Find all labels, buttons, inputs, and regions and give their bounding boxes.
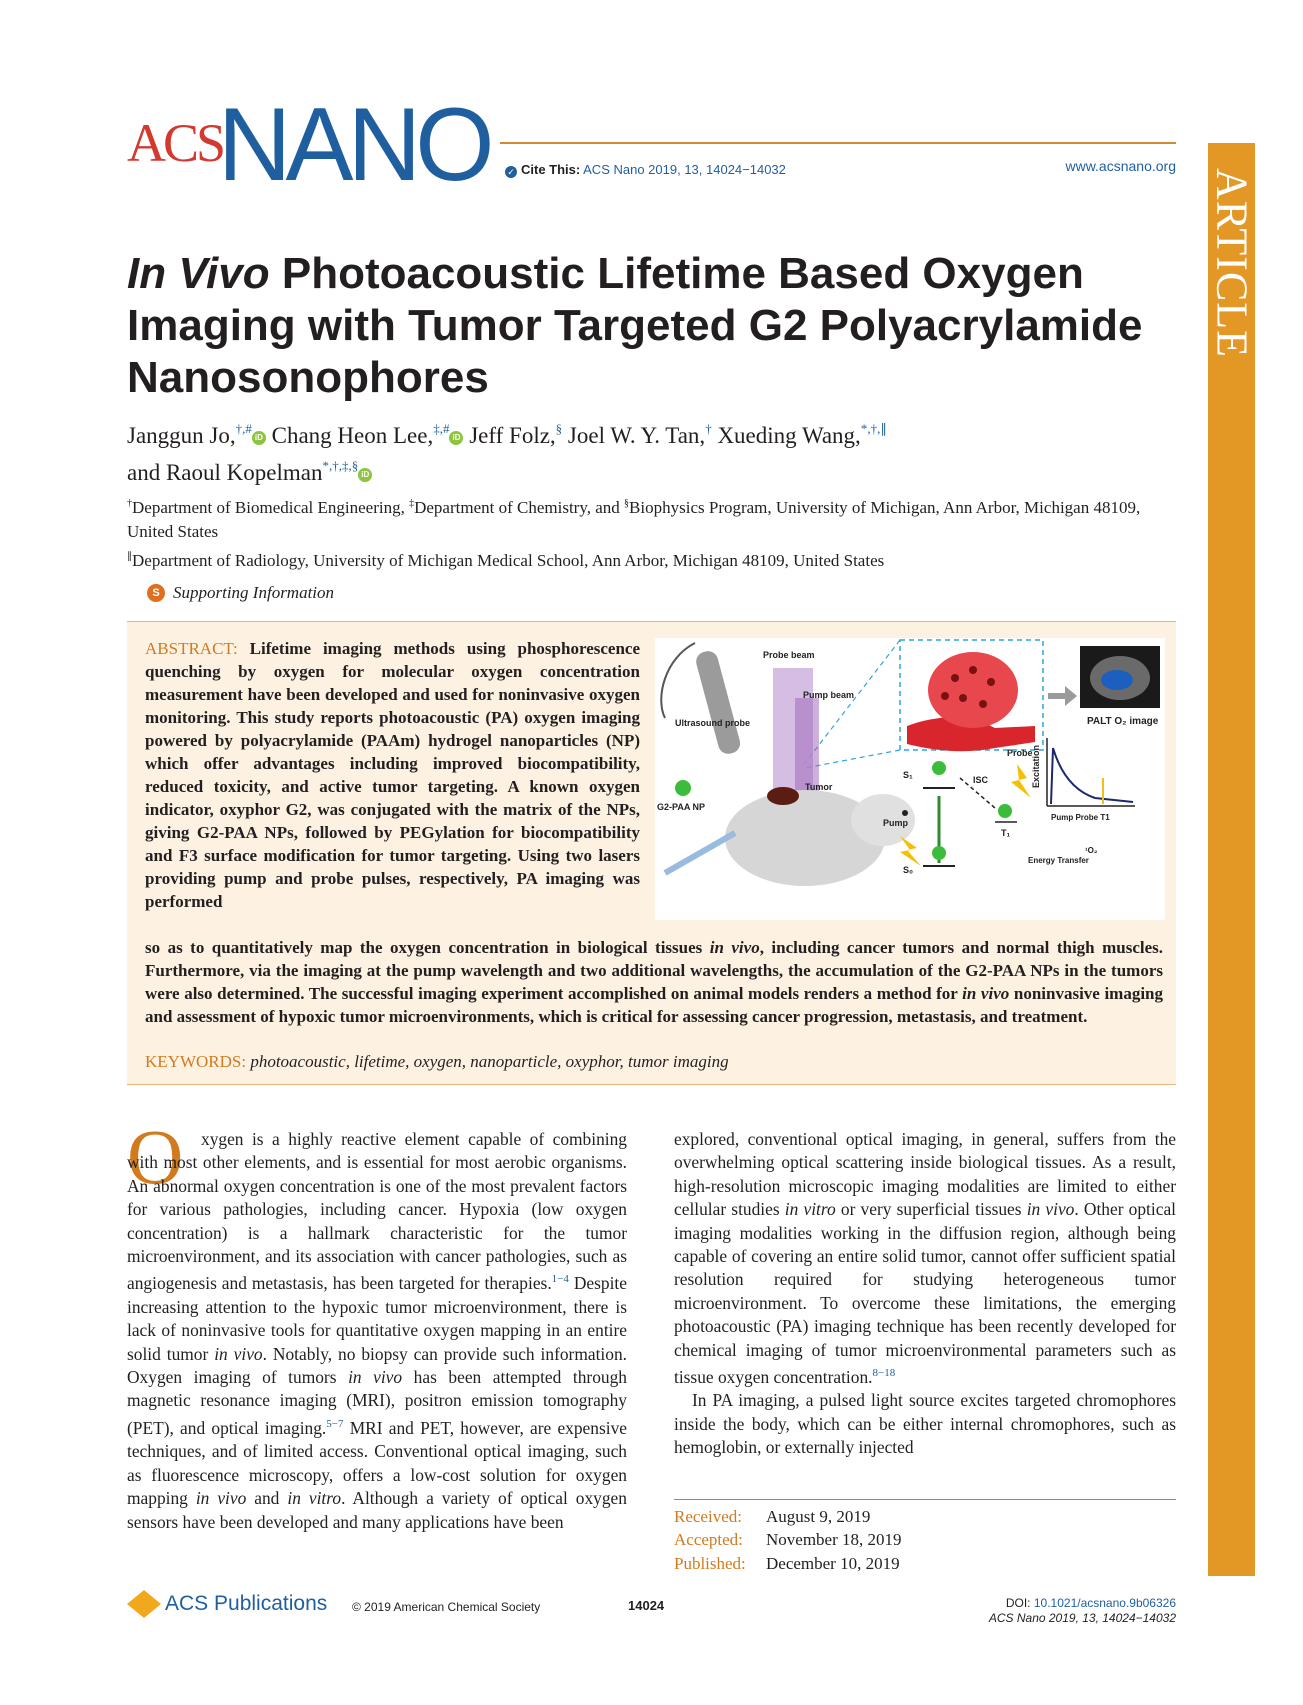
acs-emblem-icon	[127, 1590, 161, 1618]
toc-figure	[655, 638, 1165, 920]
svg-text:Pump Probe T1: Pump Probe T1	[1051, 813, 1110, 822]
orcid-icon[interactable]: iD	[358, 468, 372, 482]
citation-link[interactable]: 1−4	[551, 1273, 569, 1286]
probe-bolt-icon	[1011, 764, 1031, 798]
pump-bolt-icon	[900, 836, 921, 866]
check-icon: ✓	[505, 166, 517, 178]
title-rest: Photoacoustic Lifetime Based Oxygen Imaging with Tumor Targeted G2 Polyacrylamide Nanosonophores	[127, 249, 1143, 402]
doi-link[interactable]: 10.1021/acsnano.9b06326	[1033, 1596, 1176, 1610]
abstract-text-top: ABSTRACT: Lifetime imaging methods using phosphorescence quenching by oxygen for molecular oxygen concentration measurement have been developed and used for noninvasive oxygen monitoring. This study reports photoacoustic (PA) oxygen imaging powered by polyacrylamide (PAAm) hydrogel nanoparticles (NP) which offer advantages including improved biocompatibility, reduced toxicity, and active tumor targeting. A known oxygen indicator, oxyphor G2, was conjugated with the matrix of the NPs, giving G2-PAA NPs, followed by PEGylation for biocompatibility and F3 surface modification for tumor targeting. Using two lasers providing pump and probe pulses, respectively, PA imaging was performed	[145, 639, 640, 911]
copyright: © 2019 American Chemical Society	[352, 1600, 541, 1614]
svg-text:S₀: S₀	[903, 865, 914, 875]
keywords-values: photoacoustic, lifetime, oxygen, nanoparticle, oxyphor, tumor imaging	[250, 1052, 729, 1071]
svg-text:¹O₂: ¹O₂	[1085, 846, 1098, 855]
author-name[interactable]: Jeff Folz,	[469, 423, 556, 448]
nanoparticle-icon	[675, 780, 691, 796]
orcid-icon[interactable]: iD	[449, 431, 463, 445]
paper-title	[127, 248, 1187, 404]
cite-this[interactable]	[505, 162, 786, 178]
logo-nano: NANO	[217, 87, 489, 203]
doi-block: DOI: 10.1021/acsnano.9b06326 ACS Nano 2019, 13, 14024−14032	[988, 1596, 1176, 1625]
ultrasound-probe	[694, 649, 742, 756]
author-name[interactable]: and Raoul Kopelman	[127, 460, 323, 485]
author-marks: *,†,‡,§	[322, 458, 359, 473]
svg-text:Excitation: Excitation	[1031, 744, 1041, 788]
author-marks: *,†,∥	[860, 421, 887, 436]
header-rule	[500, 142, 1176, 144]
drop-cap: O	[127, 1113, 184, 1200]
svg-text:ISC: ISC	[973, 775, 989, 785]
history-rule	[674, 1499, 1176, 1500]
svg-text:S₁: S₁	[903, 770, 913, 780]
author-marks: †	[705, 421, 712, 436]
arrow-icon	[1048, 686, 1077, 706]
publisher-logo[interactable]: ACS Publications	[127, 1590, 327, 1618]
author-name[interactable]: Xueding Wang,	[717, 423, 861, 448]
body-column-1: xygen is a highly reactive element capable of combining with most other elements, and is essential for most aerobic organisms. An abnormal oxygen concentration is one of the most prevalent factors for various pathologies, including cancer. Hypoxia (low oxygen concentration) is a hallmark characteristic for the tumor microenvironment, and its association with cancer pathologies, such as angiogenesis and metastasis, has been targeted for therapies.$^{1-4}$ Despite increasing attention to the hypoxic tumor microenvironment, there is lack of noninvasive tools for quantitative oxygen mapping in an entire solid tumor in vivo. Notably, no biopsy can provide such information. Oxygen imaging of tumors in vivo has been attempted through magnetic resonance imaging (MRI), positron emission tomography (PET), and optical imaging.$^{5-7}$ MRI and PET, however, are expensive techniques, and of limited access. Conventional optical imaging, such as fluorescence microscopy, offers a low-cost solution for oxygen mapping in vivo and in vitro. Although a variety of optical oxygen sensors have been developed and many applications have been	[127, 1129, 627, 1532]
ultrasound-label: Ultrasound probe	[675, 718, 751, 728]
website-link[interactable]: www.acsnano.org	[1065, 158, 1176, 174]
author-marks: ‡,#	[433, 421, 450, 436]
abstract-heading: ABSTRACT:	[145, 639, 238, 658]
author-name[interactable]: Joel W. Y. Tan,	[567, 423, 706, 448]
probe-beam-label: Probe beam	[763, 650, 815, 660]
nanoparticle-label: G2-PAA NP	[657, 802, 706, 812]
keywords	[145, 1052, 729, 1072]
affiliation-1: †Department of Biomedical Engineering, ‡Department of Chemistry, and §Biophysics Program, University of Michigan, Ann Arbor, Michigan 48109, United States	[127, 498, 1141, 541]
author-name[interactable]: Chang Heon Lee,	[271, 423, 434, 448]
author-marks: †,#	[235, 421, 252, 436]
tumor-label: Tumor	[805, 782, 833, 792]
journal-logo	[127, 87, 507, 203]
author-name[interactable]: Janggun Jo,	[127, 423, 236, 448]
article-history: Received: August 9, 2019 Accepted: November 18, 2019 Published: December 10, 2019	[674, 1507, 902, 1573]
decay-curve	[1051, 748, 1133, 804]
pump-beam-label: Pump beam	[803, 690, 855, 700]
body-column-2: explored, conventional optical imaging, in general, suffers from the overwhelming optical scattering inside biological tissues. As a result, high-resolution microscopic imaging modalities are limited to either cellular studies in vitro or very superficial tissues in vivo. Other optical imaging modalities working in the diffusion region, although being capable of covering an entire solid tumor, cannot offer sufficient spatial resolution required for studying heterogeneous tumor microenvironment. To overcome these limitations, the emerging photoacoustic (PA) imaging technique has been recently developed for chemical imaging of tumor microenvironmental parameters such as tissue oxygen concentration.$^{8-18}$ In PA imaging, a pulsed light source excites targeted chromophores inside the body, which can be either internal chromophores, such as hemoglobin, or externally injected	[674, 1129, 1176, 1458]
tumor	[767, 787, 799, 805]
logo-acs: ACS	[127, 113, 224, 173]
citation-link[interactable]: 8−18	[872, 1367, 896, 1380]
author-marks: §	[555, 421, 563, 436]
cite-label: Cite This:	[521, 162, 581, 177]
article-type-label: ARTICLE	[1207, 167, 1256, 359]
abstract-text-bottom: so as to quantitatively map the oxygen concentration in biological tissues in vivo, including cancer tumors and normal thigh muscles. Furthermore, via the imaging at the pump wavelength and two additional wavelengths, the accumulation of the G2-PAA NPs in the tumors were also determined. The successful imaging experiment accomplished on animal models renders a method for in vivo noninvasive imaging and assessment of hypoxic tumor microenvironments, which is critical for assessing cancer progression, metastasis, and treatment.	[145, 938, 1164, 1026]
palt-label: PALT O₂ image	[1087, 716, 1159, 727]
orcid-icon[interactable]: iD	[252, 431, 266, 445]
cite-value[interactable]: ACS Nano 2019, 13, 14024−14032	[583, 162, 786, 177]
svg-text:Energy Transfer: Energy Transfer	[1028, 856, 1089, 865]
svg-text:Probe: Probe	[1007, 748, 1033, 758]
tumor-zoom	[928, 652, 1018, 728]
keywords-label: KEYWORDS:	[145, 1052, 247, 1071]
supporting-info-link[interactable]: Supporting Information	[173, 583, 335, 602]
svg-text:Pump: Pump	[883, 818, 909, 828]
page-number: 14024	[628, 1598, 665, 1613]
supporting-info-icon[interactable]: S	[147, 584, 165, 602]
affiliation-2: ∥Department of Radiology, University of Michigan Medical School, Ann Arbor, Michigan 48109, United States	[127, 551, 885, 570]
svg-text:T₁: T₁	[1001, 828, 1011, 838]
title-italic: In Vivo	[127, 249, 270, 298]
author-list	[127, 414, 1187, 488]
citation-link[interactable]: 5−7	[326, 1417, 344, 1430]
